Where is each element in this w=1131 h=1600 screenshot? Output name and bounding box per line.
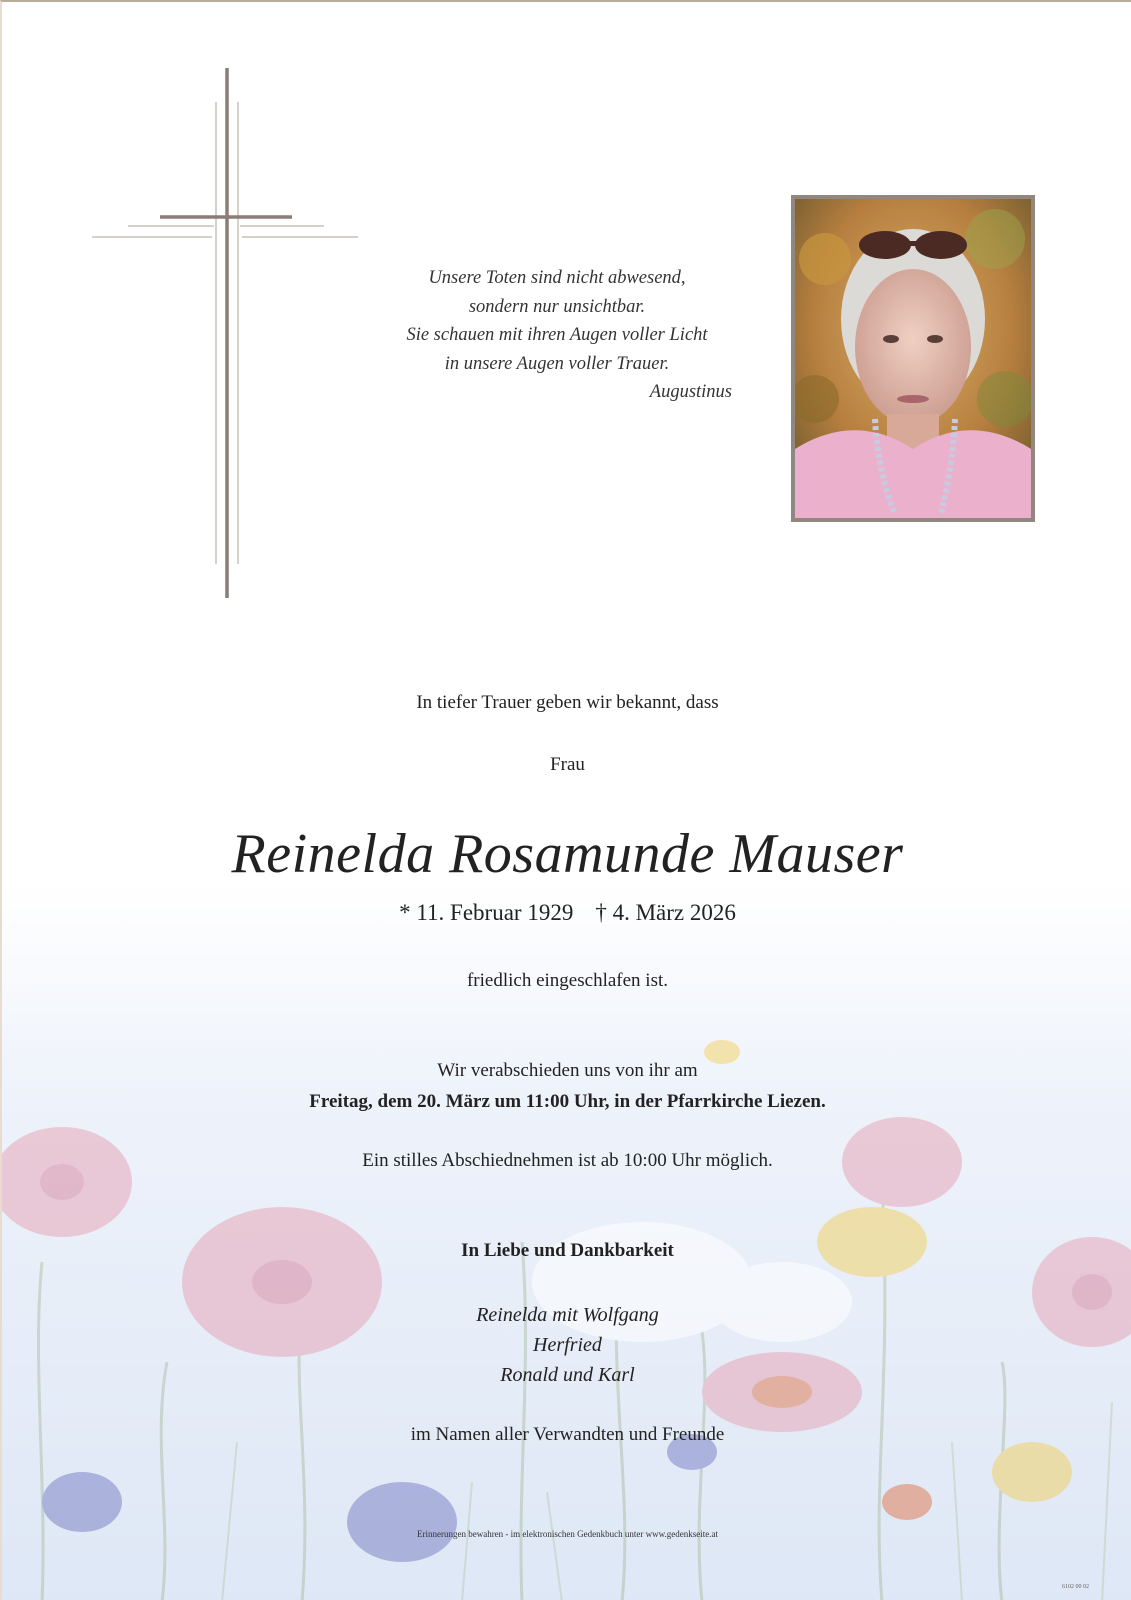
- document-code: 6102 00 02: [1062, 1584, 1089, 1590]
- cross-icon: [92, 68, 362, 598]
- quote-line: Unsere Toten sind nicht abwesend,: [428, 268, 686, 288]
- quote-author: Augustinus: [649, 382, 732, 402]
- birth-date: * 11. Februar 1929: [399, 900, 574, 925]
- deceased-name: Reinelda Rosamunde Mauser: [231, 823, 904, 885]
- quote-block: [382, 264, 732, 407]
- mourners-list: [2, 1300, 1131, 1390]
- quote-line: sondern nur unsichtbar.: [468, 296, 646, 317]
- passing-text: friedlich eingeschlafen ist.: [466, 970, 668, 991]
- mourner-name: Ronald und Karl: [500, 1364, 635, 1386]
- farewell-line: Wir verabschieden uns von ihr am: [437, 1060, 698, 1081]
- mourners-heading: In Liebe und Dankbarkeit: [461, 1240, 674, 1261]
- viewing-info: Ein stilles Abschiednehmen ist ab 10:00 Uhr möglich.: [362, 1150, 773, 1171]
- death-date: † 4. März 2026: [595, 900, 736, 925]
- announcement-intro: In tiefer Trauer geben wir bekannt, dass: [416, 692, 719, 713]
- quote-line: Sie schauen mit ihren Augen voller Licht: [406, 325, 708, 345]
- salutation: Frau: [550, 754, 585, 775]
- life-dates: [2, 900, 1131, 926]
- quote-line: in unsere Augen voller Trauer.: [444, 353, 670, 374]
- footer-note: Erinnerungen bewahren - im elektronischen Gedenkbuch unter www.gedenkseite.at: [416, 1529, 719, 1539]
- mourner-name: Herfried: [533, 1334, 602, 1356]
- mourners-closing: im Namen aller Verwandten und Freunde: [410, 1424, 725, 1445]
- mourner-name: Reinelda mit Wolfgang: [476, 1304, 659, 1326]
- funeral-date-place: Freitag, dem 20. März um 11:00 Uhr, in der Pfarrkirche Liezen.: [309, 1091, 826, 1112]
- portrait-photo: [791, 195, 1035, 522]
